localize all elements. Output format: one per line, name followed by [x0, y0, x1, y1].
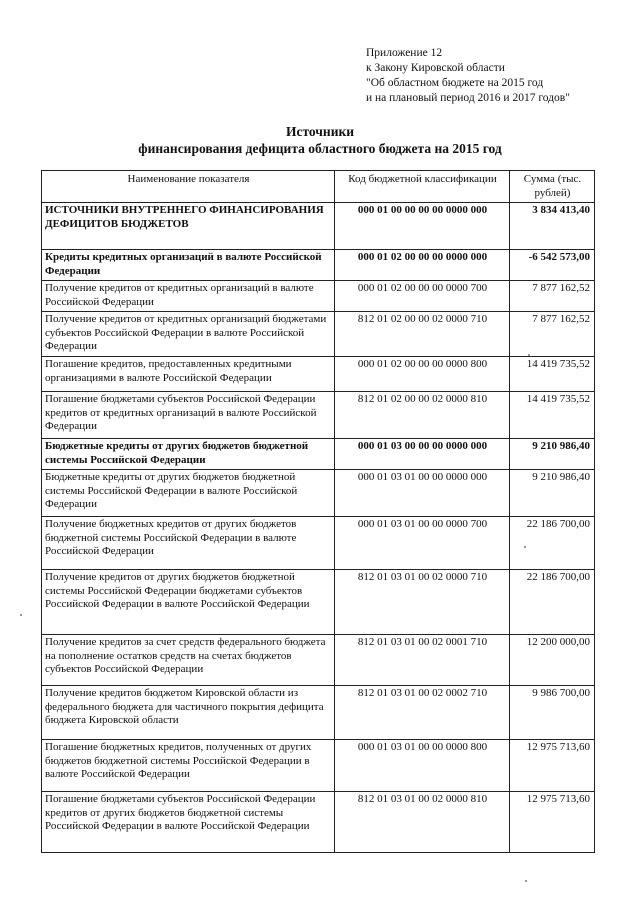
- table-row: [42, 281, 595, 312]
- appendix-law: к Закону Кировской области: [366, 62, 505, 74]
- table-row: [42, 250, 595, 281]
- financing-sources-table: [41, 170, 595, 853]
- row-amount: 12 200 000,00: [510, 635, 595, 686]
- row-code: 000 01 02 00 00 00 0000 800: [335, 357, 510, 392]
- table-row: [42, 203, 595, 250]
- table-row: [42, 312, 595, 357]
- row-amount: 14 419 735,52: [510, 392, 595, 439]
- row-code: 000 01 03 00 00 00 0000 000: [335, 439, 510, 470]
- row-name: Погашение бюджетных кредитов, полученных от других бюджетов бюджетной системы Российской Федерации в валюте Российской Федерации: [42, 740, 335, 792]
- table-row: [42, 470, 595, 517]
- row-amount: -6 542 573,00: [510, 250, 595, 281]
- title-heading: Источники: [285, 124, 355, 139]
- row-amount: 14 419 735,52: [510, 357, 595, 392]
- row-code: 000 01 03 01 00 00 0000 700: [335, 517, 510, 570]
- scan-speck: [524, 546, 526, 548]
- table-row: [42, 392, 595, 439]
- row-name: Получение кредитов от кредитных организаций бюджетами субъектов Российской Федерации в валюте Российской Федерации: [42, 312, 335, 357]
- table-row: [42, 570, 595, 635]
- table-row: [42, 517, 595, 570]
- row-code: 000 01 00 00 00 00 0000 000: [335, 203, 510, 250]
- row-amount: 7 877 162,52: [510, 281, 595, 312]
- title-subheading: финансирования дефицита областного бюджета на 2015 год: [138, 141, 502, 156]
- appendix-reference: [366, 46, 570, 106]
- appendix-number: Приложение 12: [366, 47, 443, 59]
- header-code: Код бюджетной классификации: [335, 171, 510, 203]
- row-code: 000 01 03 01 00 00 0000 800: [335, 740, 510, 792]
- row-code: 812 01 03 01 00 02 0001 710: [335, 635, 510, 686]
- scan-speck: [20, 614, 22, 616]
- table-row: [42, 740, 595, 792]
- row-amount: 12 975 713,60: [510, 792, 595, 853]
- row-code: 812 01 03 01 00 02 0002 710: [335, 686, 510, 740]
- row-code: 000 01 02 00 00 00 0000 700: [335, 281, 510, 312]
- row-name: Кредиты кредитных организаций в валюте Российской Федерации: [42, 250, 335, 281]
- row-name: Бюджетные кредиты от других бюджетов бюджетной системы Российской Федерации: [42, 439, 335, 470]
- appendix-law-title: "Об областном бюджете на 2015 год: [366, 77, 544, 89]
- row-code: 000 01 03 01 00 00 0000 000: [335, 470, 510, 517]
- header-amount: Сумма (тыс. рублей): [510, 171, 595, 203]
- row-name: Бюджетные кредиты от других бюджетов бюджетной системы Российской Федерации в валюте Российской Федерации: [42, 470, 335, 517]
- table-row: [42, 439, 595, 470]
- row-amount: 12 975 713,60: [510, 740, 595, 792]
- row-code: 812 01 03 01 00 02 0000 810: [335, 792, 510, 853]
- table-header-row: [42, 171, 595, 203]
- appendix-law-period: и на плановый период 2016 и 2017 годов": [366, 92, 570, 104]
- row-name: Погашение бюджетами субъектов Российской Федерации кредитов от кредитных организаций в валюте Российской Федерации: [42, 392, 335, 439]
- row-amount: 3 834 413,40: [510, 203, 595, 250]
- header-name: Наименование показателя: [42, 171, 335, 203]
- row-name: Получение кредитов за счет средств федерального бюджета на пополнение остатков средств на счетах бюджетов субъектов Российской Федерации: [42, 635, 335, 686]
- row-code: 812 01 02 00 00 02 0000 810: [335, 392, 510, 439]
- table-row: [42, 686, 595, 740]
- table-row: [42, 357, 595, 392]
- row-name: Получение кредитов от других бюджетов бюджетной системы Российской Федерации бюджетами субъектов Российской Федерации в валюте Российской Федерации: [42, 570, 335, 635]
- table-row: [42, 635, 595, 686]
- row-name: Получение кредитов от кредитных организаций в валюте Российской Федерации: [42, 281, 335, 312]
- row-code: 812 01 03 01 00 02 0000 710: [335, 570, 510, 635]
- row-amount: 9 210 986,40: [510, 470, 595, 517]
- scan-speck: [525, 880, 527, 882]
- row-name: Погашение бюджетами субъектов Российской Федерации кредитов от других бюджетов бюджетной системы Российской Федерации в валюте Российской Федерации: [42, 792, 335, 853]
- row-name: ИСТОЧНИКИ ВНУТРЕННЕГО ФИНАНСИРОВАНИЯ ДЕФИЦИТОВ БЮДЖЕТОВ: [42, 203, 335, 250]
- row-amount: 7 877 162,52: [510, 312, 595, 357]
- table-row: [42, 792, 595, 853]
- row-code: 000 01 02 00 00 00 0000 000: [335, 250, 510, 281]
- row-amount: 22 186 700,00: [510, 517, 595, 570]
- row-amount: 9 986 700,00: [510, 686, 595, 740]
- scan-speck: [528, 354, 530, 356]
- row-amount: 9 210 986,40: [510, 439, 595, 470]
- row-amount: 22 186 700,00: [510, 570, 595, 635]
- row-code: 812 01 02 00 00 02 0000 710: [335, 312, 510, 357]
- row-name: Получение кредитов бюджетом Кировской области из федерального бюджета для частичного покрытия дефицита бюджета Кировской области: [42, 686, 335, 740]
- row-name: Получение бюджетных кредитов от других бюджетов бюджетной системы Российской Федерации в валюте Российской Федерации: [42, 517, 335, 570]
- document-title: [0, 123, 640, 157]
- row-name: Погашение кредитов, предоставленных кредитными организациями в валюте Российской Федерации: [42, 357, 335, 392]
